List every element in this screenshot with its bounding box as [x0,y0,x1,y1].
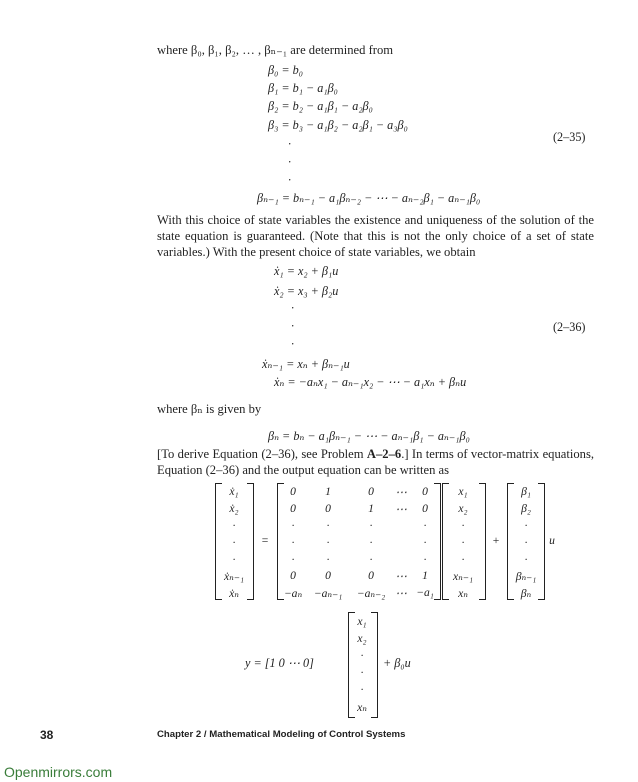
state-equation-line: ẋ₂ = x₃ + β₂u [274,284,339,298]
lhs-vector-entry: · [232,536,236,549]
paragraph-derive-part2: .] In terms of vector-matrix equations, Equation (2–36) and the output equation can be written as [157,447,594,477]
ellipsis-dot: · [288,137,292,151]
beta-equation-line: β₂ = b₂ − a₁β₁ − a₂β₀ [268,99,373,113]
a-matrix-entry: 0 [290,485,296,498]
x-vector-entry: xₙ [458,587,468,600]
a-matrix-entry: · [291,536,295,549]
output-equation-lhs: y = [1 0 ⋯ 0] [245,656,314,670]
paragraph-derive-part1: [To derive Equation (2–36), see Problem [157,447,367,461]
where-beta-n-text: where βₙ is given by [157,402,262,416]
lhs-vector-entry: ẋₙ₋₁ [224,570,244,583]
output-vector-entry: xₙ [357,701,367,714]
ellipsis-dot: · [288,173,292,187]
ellipsis-dot: · [288,155,292,169]
x-vector-entry: xₙ₋₁ [453,570,473,583]
x-vector-entry: x₂ [458,502,468,515]
equation-number-2-35: (2–35) [553,130,586,144]
b-vector-entry: βₙ₋₁ [515,570,537,583]
a-matrix-entry: 1 [368,502,374,515]
paragraph-state-choice: With this choice of state variables the existence and uniqueness of the solution of the state equation is guaranteed. (Note that this is not the only choice of a set of state variables.) With the present choice of state variables, we obtain [157,213,594,259]
ellipsis-dot: · [291,337,295,351]
a-matrix-entry: 0 [290,502,296,515]
a-matrix-entry: ⋯ [395,570,407,583]
lhs-vector-entry: · [232,553,236,566]
a-matrix-entry: ⋯ [395,503,407,516]
x-vector-entry: · [461,536,465,549]
equals-sign: = [261,534,269,547]
a-matrix-entry: ⋯ [395,587,407,600]
output-vector-entry: x₂ [357,632,367,645]
ellipsis-dot: · [291,319,295,333]
x-vector-entry: · [461,519,465,532]
lhs-vector-entry: ẋ₂ [229,502,239,515]
state-equation-line: ẋ₁ = x₂ + β₁u [274,264,339,278]
b-vector-entry: β₁ [521,485,531,498]
a-matrix-entry: 0 [325,569,331,582]
x-vector-entry: · [461,553,465,566]
beta-equation-line: β₀ = b₀ [268,63,303,77]
a-matrix-entry: ⋯ [395,486,407,499]
beta-equation-line: β₃ = b₃ − a₁β₂ − a₂β₁ − a₃β₀ [268,118,408,132]
a-matrix-entry: · [326,519,330,532]
beta-n-equation: βₙ = bₙ − a₁βₙ₋₁ − ⋯ − aₙ₋₁β₁ − aₙ₋₁β₀ [268,429,470,443]
beta-equation-line: βₙ₋₁ = bₙ₋₁ − a₁βₙ₋₂ − ⋯ − aₙ₋₂β₁ − aₙ₋₁β₀ [257,191,481,205]
a-matrix-entry: · [326,553,330,566]
a-matrix-entry: 0 [422,485,428,498]
watermark-text: Openmirrors.com [4,764,113,780]
lhs-vector-entry: ẋₙ [229,587,239,600]
a-matrix-entry: 0 [368,485,374,498]
state-equation-line: ẋₙ₋₁ = xₙ + βₙ₋₁u [262,357,350,371]
a-matrix-entry: · [291,519,295,532]
a-matrix-entry: · [369,519,373,532]
input-u: u [549,534,555,547]
equation-number-2-36: (2–36) [553,320,586,334]
output-vector-entry: · [360,649,364,662]
a-matrix-entry: · [423,536,427,549]
a-matrix-entry: · [291,553,295,566]
a-matrix-entry: 0 [422,502,428,515]
state-equation-line: ẋₙ = −aₙx₁ − aₙ₋₁x₂ − ⋯ − a₁xₙ + βₙu [274,375,467,389]
a-matrix-entry: −aₙ₋₁ [313,587,343,600]
a-matrix-entry: −aₙ₋₂ [356,587,386,600]
beta-equation-line: β₁ = b₁ − a₁β₀ [268,81,338,95]
ellipsis-dot: · [291,301,295,315]
lhs-vector-entry: ẋ₁ [229,485,239,498]
problem-reference: A–2–6 [366,447,402,461]
a-matrix-entry: −a₁ [416,586,434,599]
lhs-vector-entry: · [232,519,236,532]
a-matrix-entry: · [423,553,427,566]
plus-sign: + [492,534,500,547]
a-matrix-entry: · [369,553,373,566]
output-vector-entry: · [360,666,364,679]
a-matrix-entry: −aₙ [283,587,303,600]
b-vector-entry: βₙ [520,587,532,600]
output-vector-entry: · [360,683,364,696]
b-vector-entry: · [524,536,528,549]
a-matrix-entry: 0 [290,569,296,582]
a-matrix-entry: · [423,519,427,532]
a-matrix-entry: · [326,536,330,549]
a-matrix-entry: 1 [422,569,428,582]
a-matrix-entry: 0 [368,569,374,582]
page-number: 38 [40,728,54,742]
b-vector-entry: · [524,519,528,532]
x-vector-entry: x₁ [458,485,468,498]
b-vector-entry: · [524,553,528,566]
a-matrix-entry: 1 [325,485,331,498]
a-matrix-entry: 0 [325,502,331,515]
a-matrix-entry: · [369,536,373,549]
intro-text: where β₀, β₁, β₂, … , βₙ₋₁ are determined from [157,43,394,57]
chapter-footer: Chapter 2 / Mathematical Modeling of Control Systems [157,729,406,740]
output-equation-rhs: + β₀u [383,656,411,670]
output-vector-entry: x₁ [357,615,367,628]
b-vector-entry: β₂ [521,502,531,515]
